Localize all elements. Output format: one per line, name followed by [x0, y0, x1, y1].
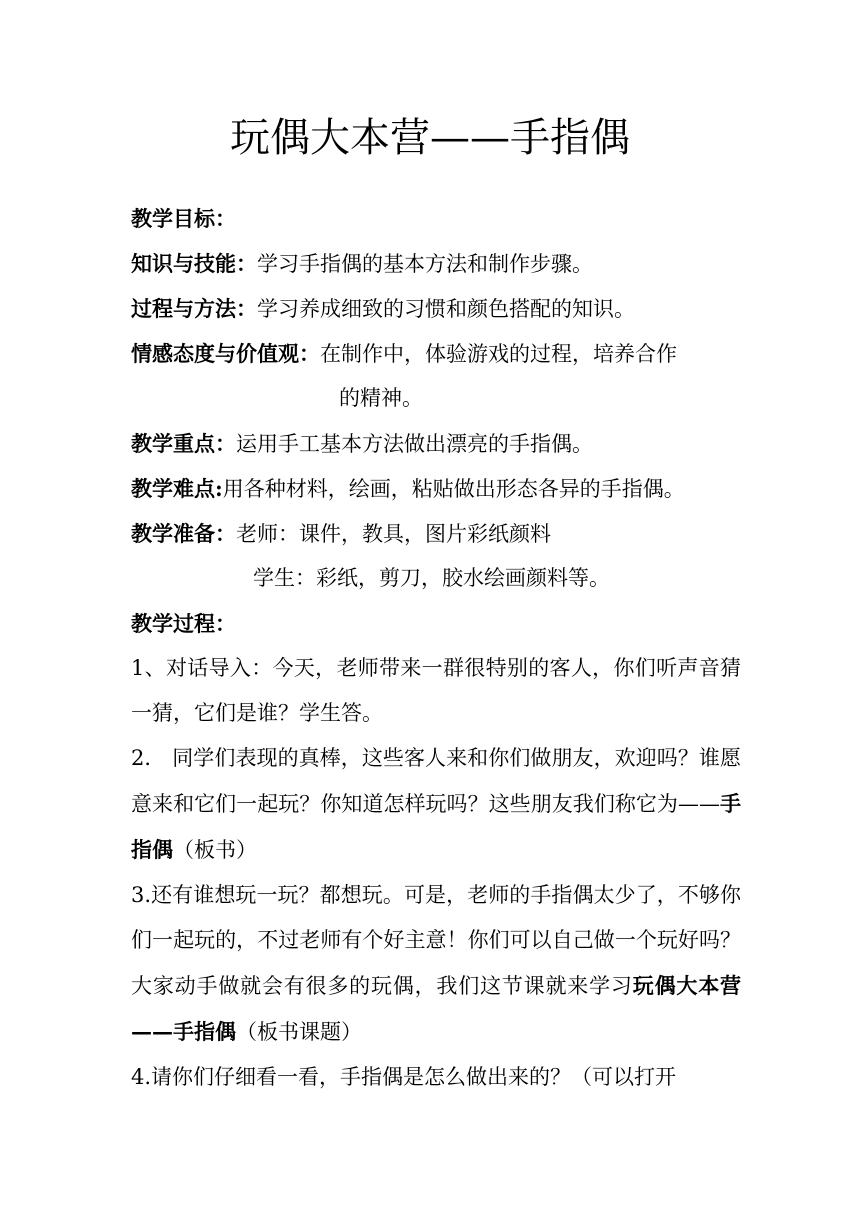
emotion-values-continuation: 的精神。 — [339, 386, 423, 410]
difficulty-text: 用各种材料，绘画，粘贴做出形态各异的手指偶。 — [222, 477, 685, 501]
knowledge-skills-text: 学习手指偶的基本方法和制作步骤。 — [257, 252, 593, 276]
key-point-label: 教学重点： — [131, 431, 236, 456]
key-point-line — [131, 421, 741, 466]
process-step-3-text: 3.还有谁想玩一玩？都想玩。可是，老师的手指偶太少了，不够你们一起玩的，不过老师有个好主意！你们可以自己做一个玩好吗？大家动手做就会有很多的玩偶，我们这节课就来学习 — [131, 883, 741, 998]
process-step-2-text: 2． 同学们表现的真棒，这些客人来和你们做朋友，欢迎吗？谁愿意来和它们一起玩？你知道怎样玩吗？这些朋友我们称它为—— — [131, 746, 741, 816]
emotion-values-line — [131, 331, 741, 376]
process-step-3-keyword: 玩偶大本营——手指偶 — [131, 973, 742, 1044]
key-point-text: 运用手工基本方法做出漂亮的手指偶。 — [236, 432, 593, 456]
knowledge-skills-label: 知识与技能： — [131, 251, 257, 276]
emotion-values-label: 情感态度与价值观： — [131, 341, 320, 366]
process-step-2 — [131, 736, 741, 873]
document-title: 玩偶大本营——手指偶 — [230, 115, 630, 161]
process-step-2-keyword: 手指偶 — [131, 791, 742, 862]
process-step-3 — [131, 873, 741, 1055]
lesson-plan-body — [131, 196, 741, 1100]
process-step-4: 4.请你们仔细看一看，手指偶是怎么做出来的？（可以打开 — [131, 1065, 677, 1089]
preparation-teacher: 老师：课件，教具，图片彩纸颜料 — [236, 522, 551, 546]
process-method-line — [131, 286, 741, 331]
preparation-line — [131, 511, 741, 556]
difficulty-label: 教学难点: — [131, 476, 223, 501]
process-step-2-note: （板书） — [173, 838, 257, 862]
preparation-student: 学生：彩纸，剪刀，胶水绘画颜料等。 — [253, 566, 610, 590]
objectives-heading: 教学目标： — [131, 206, 236, 231]
process-heading: 教学过程： — [131, 611, 236, 636]
difficulty-line — [131, 466, 741, 511]
process-step-1: 1、对话导入：今天，老师带来一群很特别的客人，你们听声音猜一猜，它们是谁？学生答。 — [131, 656, 741, 725]
knowledge-skills-line — [131, 241, 741, 286]
process-method-text: 学习养成细致的习惯和颜色搭配的知识。 — [257, 297, 635, 321]
process-method-label: 过程与方法： — [131, 296, 257, 321]
emotion-values-text: 在制作中，体验游戏的过程，培养合作 — [320, 342, 677, 366]
preparation-label: 教学准备： — [131, 521, 236, 546]
process-step-3-note: （板书课题） — [236, 1020, 362, 1044]
